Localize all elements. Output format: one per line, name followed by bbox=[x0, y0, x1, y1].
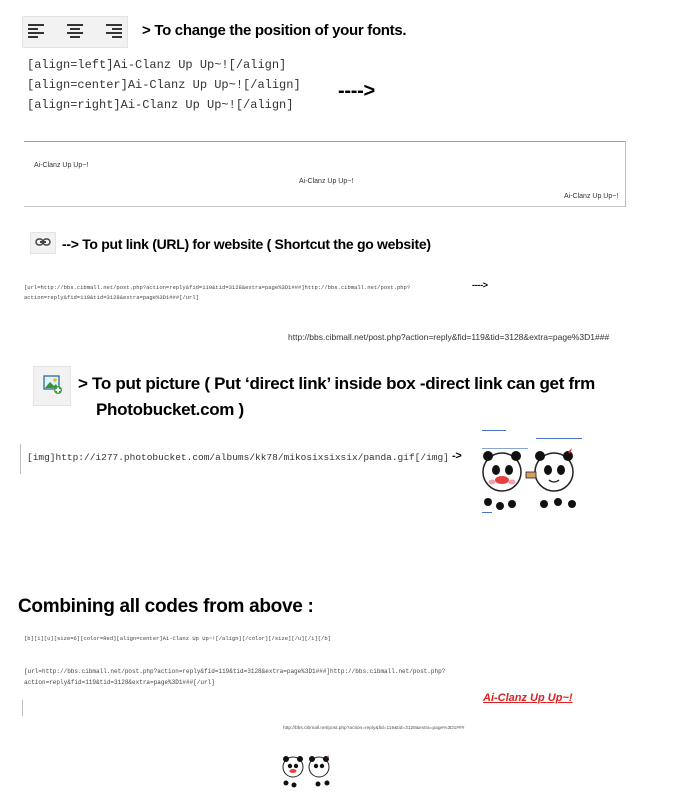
panda-thumbnail bbox=[280, 752, 334, 788]
link-code-line1: [url=http://bbs.cibmall.net/post.php?action=reply&fid=119&tid=3128&extra=page%3D1###]http://bbs.cibmall.net/post.php? bbox=[24, 284, 411, 291]
insert-image-icon[interactable] bbox=[43, 375, 63, 395]
link-result-url[interactable]: http://bbs.cibmall.net/post.php?action=reply&fid=119&tid=3128&extra=page%3D1### bbox=[288, 332, 610, 342]
img-deco-line bbox=[536, 438, 582, 439]
link-icon[interactable] bbox=[35, 237, 51, 247]
preview-top-rule bbox=[24, 141, 626, 142]
picture-arrow: -> bbox=[452, 450, 462, 462]
combined-format-code: [b][i][u][size=6][color=Red][align=center]Ai-Clanz Up Up~![/align][/color][/size][/u][/i][/b] bbox=[24, 635, 331, 642]
link-arrow: ----> bbox=[472, 280, 488, 290]
img-deco-line bbox=[482, 512, 492, 513]
combined-styled-result: Ai-Clanz Up Up~! bbox=[483, 692, 573, 704]
preview-bottom-rule bbox=[24, 206, 626, 207]
align-center-icon[interactable] bbox=[67, 24, 83, 38]
img-code-line: [img]http://i277.photobucket.com/albums/kk78/mikosixsixsix/panda.gif[/img] bbox=[27, 452, 449, 463]
preview-right-border bbox=[625, 141, 626, 207]
link-code-line2: action=reply&fid=119&tid=3128&extra=page%3D1###[/url] bbox=[24, 294, 199, 301]
combined-url-code-line2: action=reply&fid=119&tid=3128&extra=page%3D1###[/url] bbox=[24, 679, 215, 686]
preview-left-text: Ai-Clanz Up Up~! bbox=[34, 162, 89, 169]
panda-image bbox=[478, 428, 588, 516]
panda-art bbox=[478, 442, 588, 514]
combined-url-code-line1: [url=http://bbs.cibmall.net/post.php?action=reply&fid=119&tid=3128&extra=page%3D1###]http://bbs.cibmall.net/post.php? bbox=[24, 668, 446, 675]
align-arrow: ----> bbox=[338, 80, 375, 102]
align-code-right: [align=right]Ai-Clanz Up Up~![/align] bbox=[27, 98, 294, 112]
combined-box-border bbox=[22, 700, 23, 716]
align-code-center: [align=center]Ai-Clanz Up Up~![/align] bbox=[27, 78, 301, 92]
picture-heading-line1: > To put picture ( Put ‘direct link’ inside box -direct link can get frm bbox=[78, 374, 595, 393]
align-left-icon[interactable] bbox=[28, 24, 44, 38]
combined-heading: Combining all codes from above : bbox=[18, 596, 314, 617]
align-heading: > To change the position of your fonts. bbox=[142, 22, 407, 39]
combined-result-url[interactable]: http://bbs.cibmall.net/post.php?action=reply&fid=119&tid=3128&extra=page%3D1### bbox=[283, 726, 465, 731]
preview-center-text: Ai-Clanz Up Up~! bbox=[299, 178, 354, 185]
link-heading: --> To put link (URL) for website ( Shortcut the go website) bbox=[62, 236, 431, 252]
preview-right-text: Ai-Clanz Up Up~! bbox=[564, 193, 619, 200]
align-code-left: [align=left]Ai-Clanz Up Up~![/align] bbox=[27, 58, 287, 72]
picture-heading-line2: Photobucket.com ) bbox=[96, 400, 244, 419]
img-deco-line bbox=[482, 430, 506, 431]
img-code-box-border bbox=[20, 444, 21, 474]
align-right-icon[interactable] bbox=[106, 24, 122, 38]
